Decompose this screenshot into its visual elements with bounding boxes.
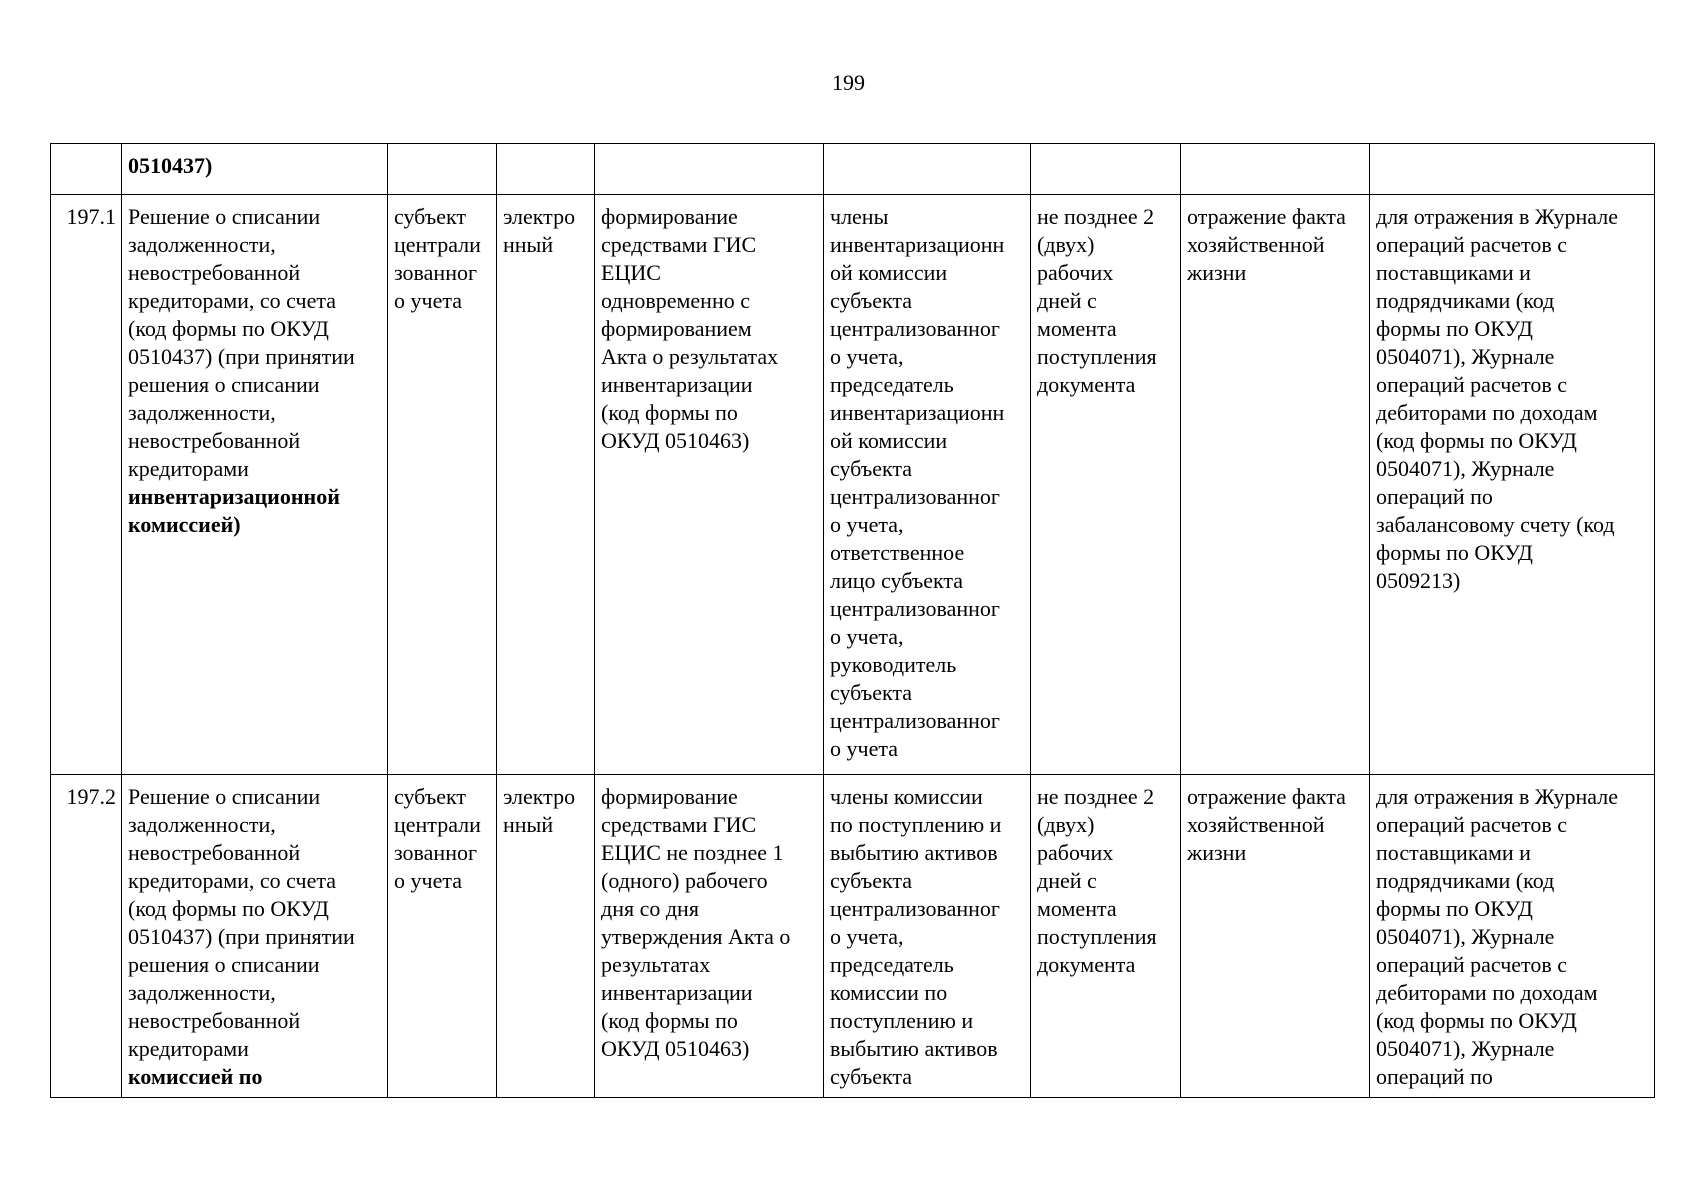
cell-usage: для отражения в Журнале операций расчетов с поставщиками и подрядчиками (код формы по ОКУД 0504071), Журнале операций расчетов с дебиторами по доходам (код формы по ОКУД 0504071), Журнале операций по <box>1370 775 1655 1098</box>
cell-document-name <box>122 195 388 775</box>
cell-purpose: отражение факта хозяйственной жизни <box>1181 195 1370 775</box>
cell-formation <box>595 144 824 195</box>
cell-deadline: не позднее 2 (двух) рабочих дней с момента поступления документа <box>1031 775 1181 1098</box>
cell-formation: формирование средствами ГИС ЕЦИС не позднее 1 (одного) рабочего дня со дня утверждения Акта о результатах инвентаризации (код формы по ОКУД 0510463) <box>595 775 824 1098</box>
document-name-bold: 0510437) <box>128 153 213 178</box>
table-row <box>51 195 1655 775</box>
cell-creator: субъект централи зованног о учета <box>388 775 497 1098</box>
document-table <box>50 143 1655 1098</box>
cell-signers <box>824 144 1031 195</box>
document-name-text: Решение о списании задолженности, невостребованной кредиторами, со счета (код формы по ОКУД 0510437) (при принятии решения о списании задолженности, невостребованной кредиторами <box>128 784 355 1061</box>
cell-document-name <box>122 775 388 1098</box>
document-name-text: Решение о списании задолженности, невостребованной кредиторами, со счета (код формы по ОКУД 0510437) (при принятии решения о списании задолженности, невостребованной кредиторами <box>128 204 355 481</box>
cell-format: электро нный <box>497 775 595 1098</box>
table-row <box>51 775 1655 1098</box>
cell-number: 197.1 <box>51 195 122 775</box>
cell-deadline: не позднее 2 (двух) рабочих дней с момента поступления документа <box>1031 195 1181 775</box>
document-name-bold: инвентаризационной комиссией) <box>128 484 340 537</box>
cell-purpose: отражение факта хозяйственной жизни <box>1181 775 1370 1098</box>
cell-format <box>497 144 595 195</box>
cell-formation: формирование средствами ГИС ЕЦИС одновременно с формированием Акта о результатах инвентаризации (код формы по ОКУД 0510463) <box>595 195 824 775</box>
cell-deadline <box>1031 144 1181 195</box>
cell-number <box>51 144 122 195</box>
cell-signers: члены инвентаризационн ой комиссии субъекта централизованног о учета, председатель инвентаризационн ой комиссии субъекта централизованног о учета, ответственное лицо субъекта централизованног о учета, руководитель субъекта централизованног о учета <box>824 195 1031 775</box>
cell-document-name <box>122 144 388 195</box>
cell-number: 197.2 <box>51 775 122 1098</box>
cell-purpose <box>1181 144 1370 195</box>
cell-creator <box>388 144 497 195</box>
table-row-continued <box>51 144 1655 195</box>
cell-format: электро нный <box>497 195 595 775</box>
document-name-bold: комиссией по <box>128 1064 263 1089</box>
cell-usage: для отражения в Журнале операций расчетов с поставщиками и подрядчиками (код формы по ОКУД 0504071), Журнале операций расчетов с дебиторами по доходам (код формы по ОКУД 0504071), Журнале операций по забалансовому счету (код формы по ОКУД 0509213) <box>1370 195 1655 775</box>
page-number: 199 <box>832 70 865 95</box>
cell-creator: субъект централи зованног о учета <box>388 195 497 775</box>
cell-signers: члены комиссии по поступлению и выбытию активов субъекта централизованног о учета, председатель комиссии по поступлению и выбытию активов субъекта <box>824 775 1031 1098</box>
cell-usage <box>1370 144 1655 195</box>
